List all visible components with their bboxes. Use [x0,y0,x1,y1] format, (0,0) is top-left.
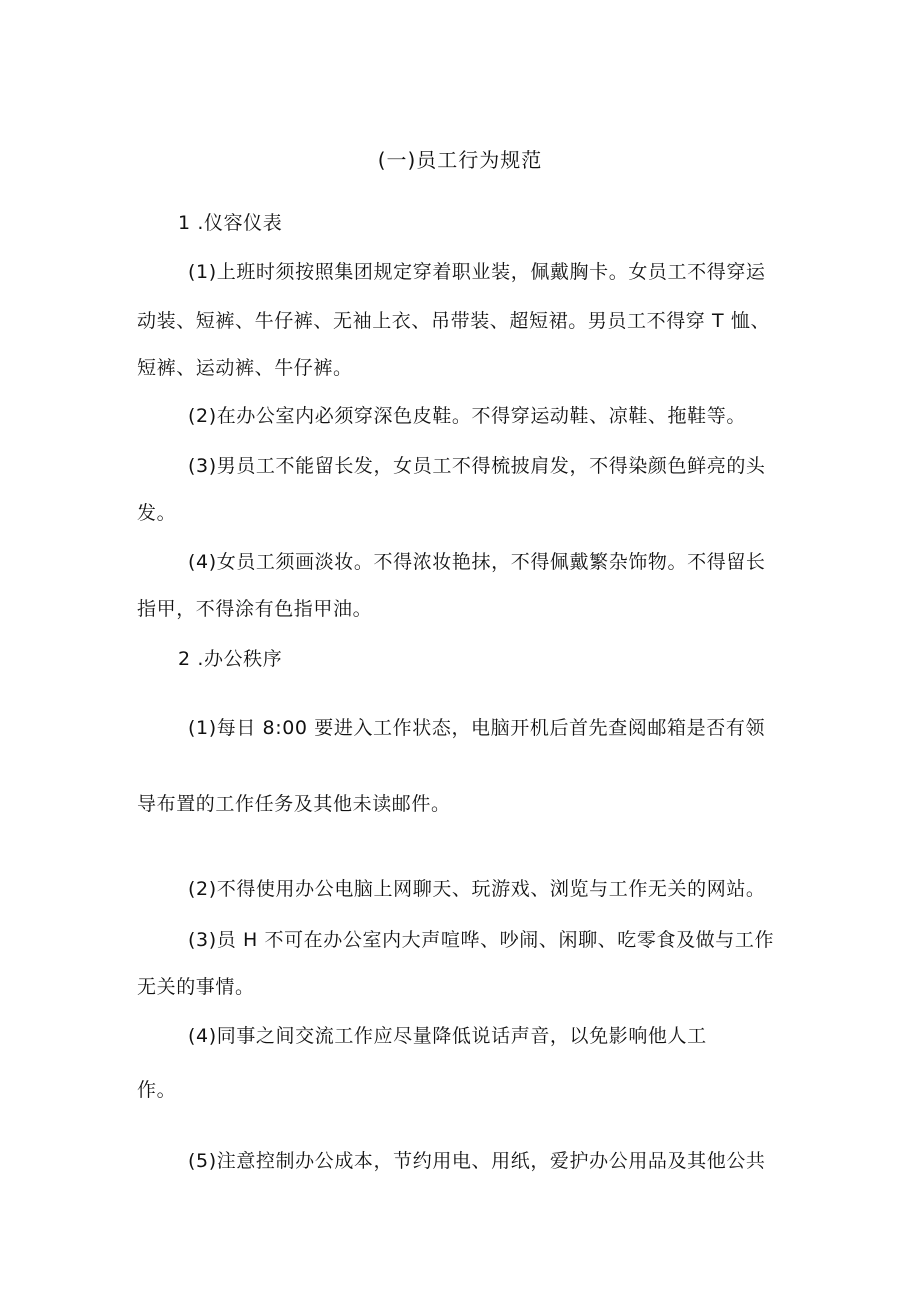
paragraph-line: 发。 [137,502,177,524]
paragraph-line: (4)女员工须画淡妆。不得浓妆艳抹，不得佩戴繁杂饰物。不得留长 [188,551,766,573]
paragraph-line: 动装、短裤、牛仔裤、无袖上衣、吊带装、超短裙。男员工不得穿 T 恤、 [137,310,771,332]
paragraph-line: 指甲，不得涂有色指甲油。 [137,598,373,620]
paragraph-line: (3)男员工不能留长发，女员工不得梳披肩发，不得染颜色鲜亮的头 [188,455,766,477]
paragraph-line: (4)同事之间交流工作应尽量降低说话声音，以免影响他人工 [188,1025,707,1047]
paragraph-line: (2)不得使用办公电脑上网聊天、玩游戏、浏览与工作无关的网站。 [188,878,766,900]
document-title: (一)员工行为规范 [377,148,543,172]
paragraph-line: (5)注意控制办公成本，节约用电、用纸，爱护办公用品及其他公共 [188,1150,766,1172]
paragraph-line: (3)员 H 不可在办公室内大声喧哗、吵闹、闲聊、吃零食及做与工作 [188,929,775,951]
paragraph-line: (1)上班时须按照集团规定穿着职业装，佩戴胸卡。女员工不得穿运 [188,261,766,283]
section-heading: 2 .办公秩序 [178,648,283,670]
section-heading: 1 .仪容仪表 [178,212,283,234]
paragraph-line: 导布置的工作任务及其他未读邮件。 [137,793,451,815]
paragraph-line: 短裤、运动裤、牛仔裤。 [137,357,353,379]
paragraph-line: (2)在办公室内必须穿深色皮鞋。不得穿运动鞋、凉鞋、拖鞋等。 [188,405,746,427]
paragraph-line: 无关的事情。 [137,976,255,998]
paragraph-line: 作。 [137,1079,177,1101]
paragraph-line: (1)每日 8:00 要进入工作状态，电脑开机后首先查阅邮箱是否有领 [188,717,766,739]
